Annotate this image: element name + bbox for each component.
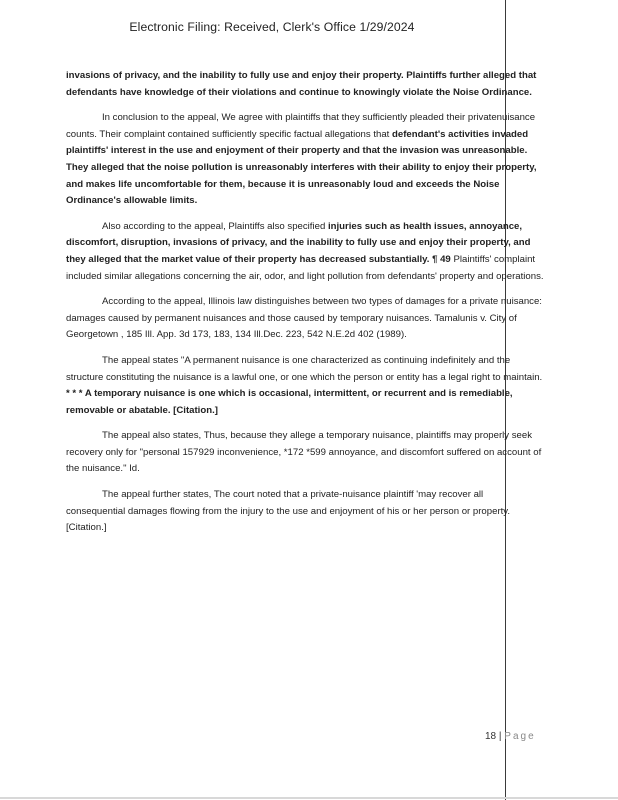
paragraph-4 [66, 294, 544, 344]
paragraph-7-text: The appeal further states, The court noted that a private-nuisance plaintiff 'may recover all consequential damages flowing from the injury to the use and enjoyment of his or her person or property. [Citation.] [66, 489, 511, 534]
paragraph-5 [66, 353, 544, 419]
paragraph-6 [66, 428, 544, 478]
paragraph-3-bold: injuries such as health issues, annoyance, discomfort, disruption, invasions of privacy, and the inability to fully use and enjoy their property, and they alleged that the market value of their property has decreased substantially. ¶ 49 [66, 220, 531, 265]
paragraph-3-text-a: Also according to the appeal, Plaintiffs also specified [102, 220, 328, 232]
filing-stamp: Electronic Filing: Received, Clerk's Office 1/29/2024 [129, 20, 415, 34]
paragraph-5-text: The appeal states "A permanent nuisance is one characterized as continuing indefinitely and the structure constituting the nuisance is a lawful one, or one which the person or entity has a legal right to maintain. [66, 354, 543, 383]
page-separator: | [498, 731, 502, 742]
paragraph-4-text: According to the appeal, Illinois law distinguishes between two types of damages for a private nuisance: damages caused by permanent nuisances and those caused by temporary nuisances. Tamalunis v. City of Georgetown , 185 Ill. App. 3d 173, 183, 134 Ill.Dec. 223, 542 N.E.2d 402 (1989). [66, 296, 542, 341]
paragraph-2 [66, 110, 544, 210]
paragraph-3 [66, 219, 544, 285]
paragraph-2-bold: defendant's activities invaded plaintiffs' interest in the use and enjoyment of their property and that the invasion was unreasonable. They alleged that the noise pollution is unreasonably interferes with their ability to enjoy their property, and makes life uncomfortable for them, because it is unreasonably loud and exceeds the Noise Ordinance's allowable limits. [66, 128, 537, 207]
paragraph-7 [66, 487, 544, 537]
paragraph-3-text-b: Plaintiffs' complaint included similar allegations concerning the air, odor, and light pollution from defendants' property and operations. [66, 253, 544, 282]
page-footer [485, 731, 536, 742]
page-label: Page [504, 731, 536, 742]
paragraph-1 [66, 68, 544, 101]
paragraph-2-text: In conclusion to the appeal, We agree with plaintiffs that they sufficiently pleaded their privatenuisance counts. Their complaint contained sufficiently specific factual allegations that [66, 112, 536, 140]
paragraph-5-bold: * * * A temporary nuisance is one which is occasional, intermittent, or recurrent and is remediable, removable or abatable. [Citation.] [66, 388, 513, 416]
bottom-scan-edge [0, 797, 618, 799]
paragraph-1-bold: invasions of privacy, and the inability to fully use and enjoy their property. Plaintiffs further alleged that defendants have knowledge of their violations and continue to knowingly violate the Noise Ordinance. [66, 70, 537, 98]
document-body [66, 68, 544, 546]
page-number: 18 [485, 731, 497, 742]
paragraph-6-text: The appeal also states, Thus, because they allege a temporary nuisance, plaintiffs may properly seek recovery only for "personal 157929 inconvenience, *172 *599 annoyance, and discomfort suffered on account of the nuisance." Id. [66, 430, 542, 475]
